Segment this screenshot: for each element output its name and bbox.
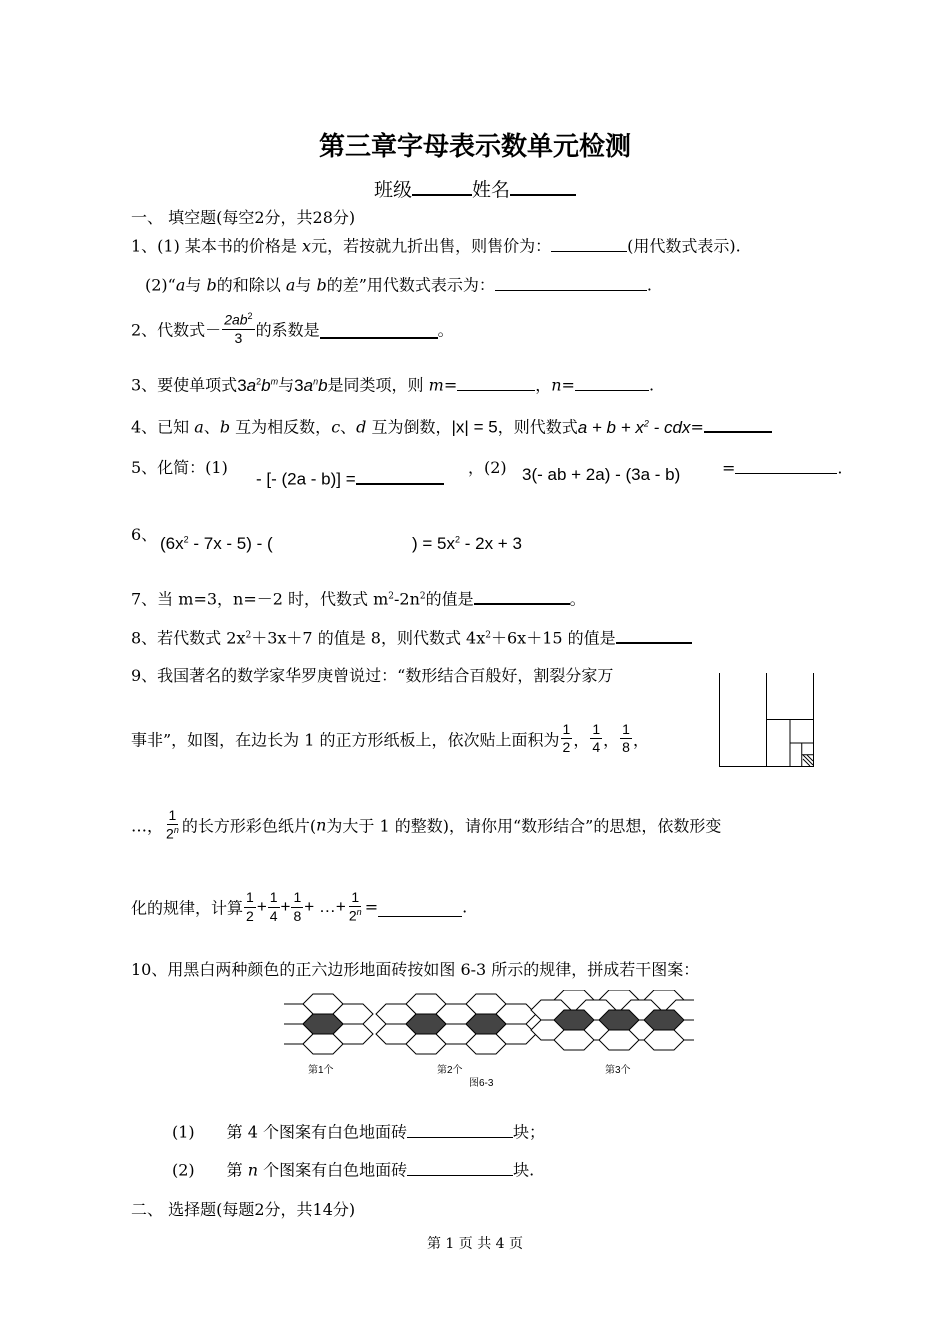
question-6-right: ) = $5x^2 - 2x + 3$ bbox=[412, 534, 522, 553]
answer-blank[interactable] bbox=[378, 898, 462, 917]
figure-caption-1: 第1个 bbox=[308, 1065, 334, 1076]
question-5-label: 5、化简：(1) bbox=[131, 458, 228, 477]
question-5-part-1: - [- (2a - b)] = bbox=[256, 464, 444, 490]
question-2: 2、代数式－ $\frac{2ab^2}{3}$ 的系数是 。 bbox=[131, 311, 454, 347]
answer-blank[interactable] bbox=[735, 455, 837, 474]
question-10: 10、用黑白两种颜色的正六边形地面砖按如图 6-3 所示的规律，拼成若干图案： bbox=[131, 960, 700, 979]
answer-blank[interactable] bbox=[551, 233, 627, 252]
question-3: 3、要使单项式$3a^2b^m$与$3a^nb$是同类项，则 m= ，n= . bbox=[131, 372, 654, 396]
question-4: 4、已知 a、b 互为相反数，c、d 互为倒数，|x| = 5，则代数式$a + b + x^2 - cdx=$ bbox=[131, 413, 772, 438]
name-label: 姓名 bbox=[472, 178, 511, 201]
question-10-sub-2: (2) 第 n 个图案有白色地面砖 块. bbox=[172, 1157, 534, 1181]
question-8: 8、若代数式 $2x^2+3x+7$ 的值是 8，则代数式 $4x^2+6x+15$ 的值是 bbox=[131, 624, 692, 649]
question-5-part-2-label: ，(2) bbox=[468, 458, 507, 477]
class-blank[interactable] bbox=[412, 173, 472, 196]
name-blank[interactable] bbox=[510, 173, 576, 196]
question-10-sub-1: (1) 第 4 个图案有白色地面砖 块； bbox=[172, 1119, 545, 1143]
answer-blank[interactable] bbox=[495, 272, 647, 291]
answer-blank[interactable] bbox=[356, 464, 444, 485]
figure-label: 图6-3 bbox=[469, 1078, 494, 1089]
answer-blank[interactable] bbox=[616, 624, 692, 644]
answer-blank[interactable] bbox=[704, 413, 772, 433]
question-6-label: 6、 bbox=[131, 525, 158, 544]
question-9-line-1: 9、我国著名的数学家华罗庚曾说过：“数形结合百般好，割裂分家万 bbox=[131, 666, 614, 685]
question-5-part-2-answer: = . bbox=[722, 455, 843, 478]
student-info bbox=[0, 173, 950, 202]
question-5-part-2: 3(- ab + 2a) - (3a - b) bbox=[522, 465, 681, 484]
question-6-left: $(6x^2 - 7x - 5)$ - ( bbox=[160, 534, 273, 553]
answer-blank[interactable] bbox=[474, 585, 570, 605]
question-9-line-4: 化的规律，计算 $\frac{1}{2}$ + $\frac{1}{4}$ + $\frac{1}{8}$ + …+ $\frac{1}{2^n}$ = . bbox=[131, 889, 468, 925]
answer-blank-n[interactable] bbox=[575, 372, 649, 391]
page-footer: 第 1 页 共 4 页 bbox=[426, 1236, 524, 1252]
question-9-line-3: …， $\frac{1}{2^n}$ 的长方形彩色纸片(n为大于 1 的整数)，请你用“数形结合”的思想，依数形变 bbox=[131, 807, 722, 843]
question-9-line-2: 事非”，如图，在边长为 1 的正方形纸板上，依次贴上面积为 $\frac{1}{2}$ ， $\frac{1}{4}$ ， $\frac{1}{8}$ ， bbox=[131, 721, 649, 756]
question-1-part-1: 1、(1) 某本书的价格是 x元，若按就九折出售，则售价为： (用代数式表示). bbox=[131, 233, 741, 257]
fraction: $\frac{2ab^2}{3}$ bbox=[224, 311, 253, 347]
question-7: 7、当 m=3，n=－2 时，代数式 $m^2-2n^2$的值是 。 bbox=[131, 585, 586, 610]
section-1-heading: 一、 填空题(每空2分，共28分) bbox=[131, 208, 356, 227]
figure-caption-2: 第2个 bbox=[437, 1065, 463, 1076]
page-title: 第三章字母表示数单元检测 bbox=[318, 132, 631, 162]
question-1-part-2: (2)“a与 b的和除以 a与 b的差”用代数式表示为： . bbox=[145, 272, 652, 296]
answer-blank[interactable] bbox=[320, 319, 438, 339]
answer-blank[interactable] bbox=[407, 1119, 513, 1138]
class-label: 班级 bbox=[373, 178, 412, 201]
answer-blank-m[interactable] bbox=[457, 372, 535, 391]
square-figure bbox=[719, 673, 819, 767]
answer-blank[interactable] bbox=[407, 1157, 513, 1176]
figure-caption-3: 第3个 bbox=[605, 1065, 631, 1076]
section-2-heading: 二、 选择题(每题2分，共14分) bbox=[131, 1200, 356, 1219]
